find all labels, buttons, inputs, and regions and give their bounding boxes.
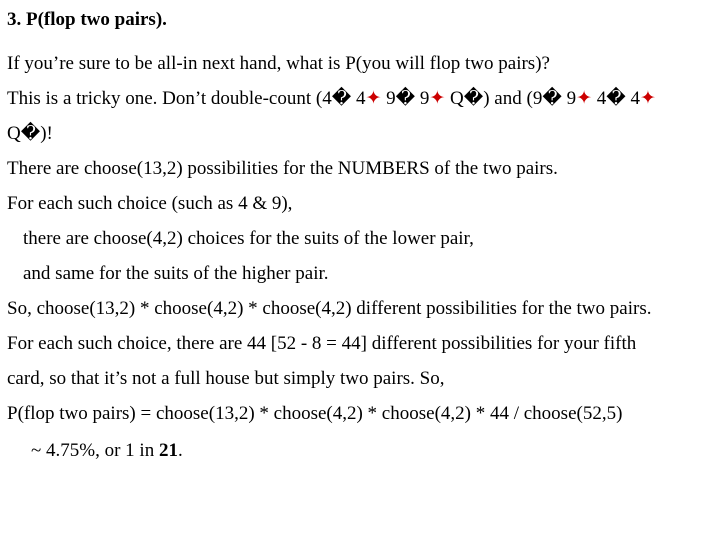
lower-pair-line: there are choose(4,2) choices for the suits of the lower pair, <box>23 228 474 249</box>
formula-line: P(flop two pairs) = choose(13,2) * choose(4,2) * choose(4,2) * 44 / choose(52,5) <box>7 403 623 424</box>
fifth-card-line: For each such choice, there are 44 [52 - 8 = 44] different possibilities for your fifth <box>7 333 637 354</box>
missing-glyph: � <box>463 88 484 109</box>
result-odds: 21 <box>158 440 178 461</box>
missing-glyph: � <box>542 88 562 109</box>
numbers-line: There are choose(13,2) possibilities for the NUMBERS of the two pairs. <box>7 158 558 179</box>
suit-icon: ✦ <box>639 88 656 109</box>
tricky-line-cont: Q�)! <box>7 123 53 144</box>
suit-icon: ✦ <box>429 88 446 109</box>
missing-glyph: � <box>606 88 626 109</box>
question-line: If you’re sure to be all-in next hand, what is P(you will flop two pairs)? <box>7 53 550 74</box>
suit-icon: ✦ <box>576 88 592 109</box>
suit-icon: ✦ <box>365 88 382 109</box>
higher-pair-line: and same for the suits of the higher pair. <box>23 263 329 284</box>
for-each-line: For each such choice (such as 4 & 9), <box>7 193 293 214</box>
tricky-text: This is a tricky one. Don’t double-count (4 <box>7 88 332 109</box>
fifth-card-line-cont: card, so that it’s not a full house but simply two pairs. So, <box>7 368 445 389</box>
missing-glyph: � <box>20 123 41 144</box>
tricky-line: This is a tricky one. Don’t double-count (4� 4✦ 9� 9✦ Q�) and (9� 9✦ 4� 4✦ <box>7 88 656 109</box>
missing-glyph: � <box>331 88 352 109</box>
so-line: So, choose(13,2) * choose(4,2) * choose(4,2) different possibilities for the two pairs. <box>7 298 652 319</box>
result-line: ~ 4.75%, or 1 in 21. <box>31 440 183 461</box>
missing-glyph: � <box>395 88 416 109</box>
slide-title: 3. P(flop two pairs). <box>7 9 167 30</box>
